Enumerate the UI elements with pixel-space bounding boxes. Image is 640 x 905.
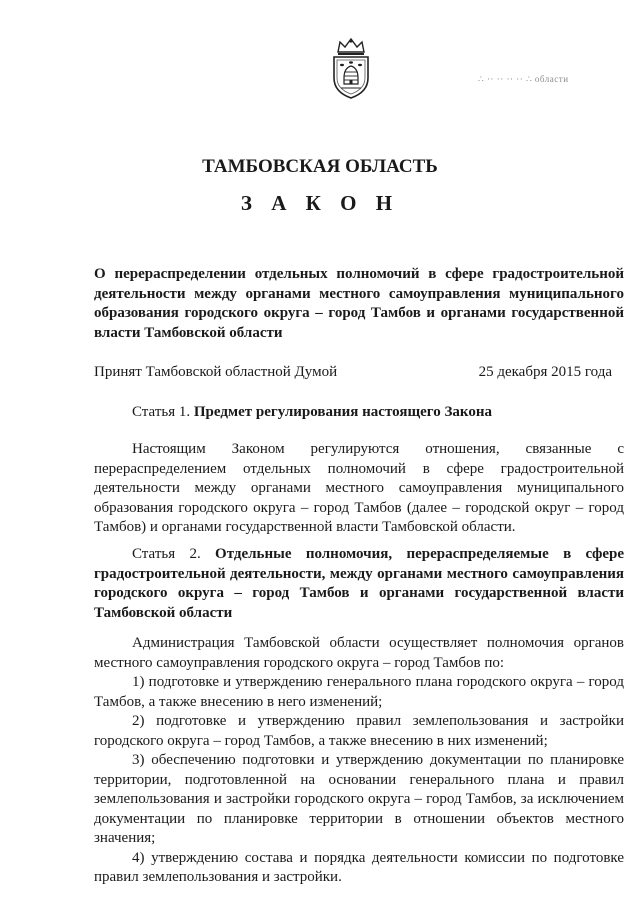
adopted-by: Принят Тамбовской областной Думой — [94, 364, 338, 380]
article-2-body — [94, 634, 624, 888]
article-2-heading — [94, 545, 624, 623]
region-heading: ТАМБОВСКАЯ ОБЛАСТЬ — [202, 156, 438, 177]
article-1-number: Статья 1. — [132, 404, 191, 420]
article-2-title: Отдельные полномочия, перераспределяемые в сфере градостроительной деятельности, между органами местного самоуправления городского округа – город Тамбов и органами государственной власти Тамбовской области — [94, 546, 625, 621]
list-item: 1) подготовке и утверждению генерального плана городского округа – город Тамбов, а также внесению в него изменений; — [94, 674, 624, 710]
article-2-number: Статья 2. — [132, 546, 201, 562]
list-item: 3) обеспечению подготовки и утверждению документации по планировке территории, подготовленной на основании генерального плана и правил землепользования и застройки городского округа – город Тамбов, за исключением документации по планировке территории в отношении объектов местного значения; — [94, 752, 624, 846]
article-1-text: Настоящим Законом регулируются отношения, связанные с перераспределением отдельных полномочий в сфере градостроительной деятельности между органами местного самоуправления муниципального образования городского округа – город Тамбов (далее – городской округ – город Тамбов) и органами государственной власти Тамбовской области. — [94, 441, 624, 535]
adoption-date: 25 декабря 2015 года — [478, 364, 612, 380]
registration-stamp: ∴ ·· ·· ·· ·· ∴ области — [478, 74, 569, 84]
law-title: О перераспределении отдельных полномочий в сфере градостроительной деятельности между органами местного самоуправления муниципального образования городского округа – город Тамбов и органами государственной власти Тамбовской области — [94, 266, 624, 341]
article-2-intro: Администрация Тамбовской области осуществляет полномочия органов местного самоуправления городского округа – город Тамбов по: — [94, 635, 624, 671]
list-item: 4) утверждению состава и порядка деятельности комиссии по подготовке правил землепользования и застройки. — [94, 849, 624, 885]
law-heading: З А К О Н — [240, 191, 400, 215]
article-1-heading — [94, 403, 624, 423]
coat-of-arms-icon — [326, 38, 376, 100]
article-1-title: Предмет регулирования настоящего Закона — [193, 404, 492, 420]
adoption-line — [94, 364, 612, 381]
list-item: 2) подготовке и утверждению правил землепользования и застройки городского округа – город Тамбов, а также внесению в них изменений; — [94, 713, 624, 749]
